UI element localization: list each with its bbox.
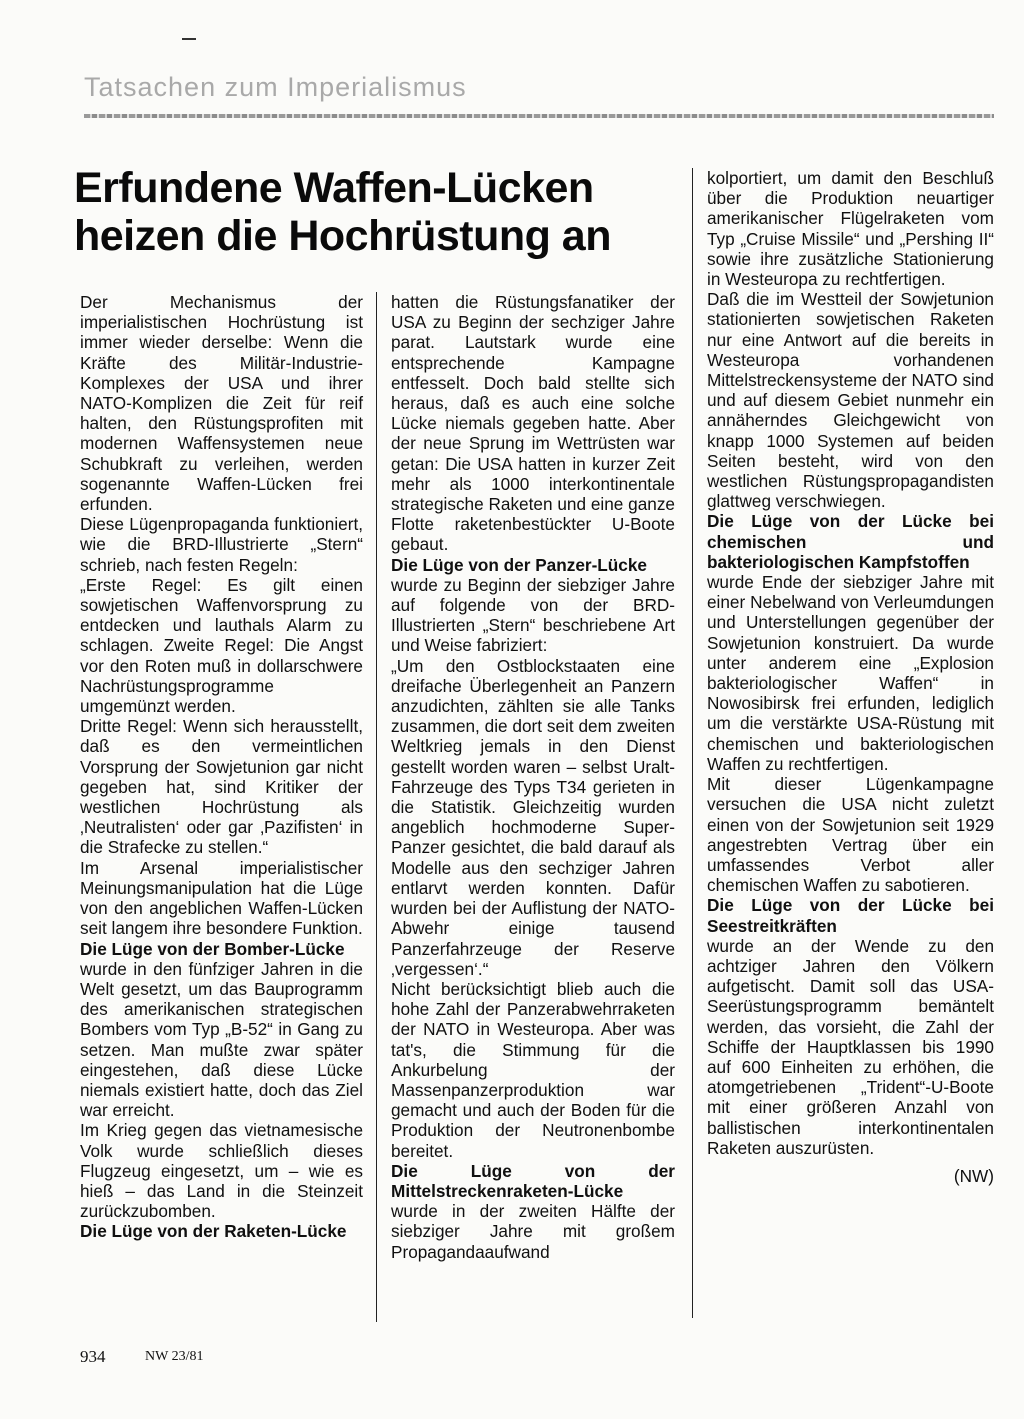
subheading: Die Lüge von der Lücke bei Seestreitkräften xyxy=(707,895,994,936)
quote-paragraph: Dritte Regel: Wenn sich herausstellt, daß es den vermeintlichen Vorsprung der Sowjetunion gar nicht gegeben hat, sind Kritiker der westlichen Hochrüstung als ‚Neutralisten‘ oder gar ‚Pazifisten‘ in die Strafecke zu stellen.“ xyxy=(80,716,363,858)
paragraph: kolportiert, um damit den Beschluß über die Produktion neuartiger amerikanischer Flügelraketen vom Typ „Cruise Missile“ und „Pershing II“ sowie ihre zusätzliche Stationierung in Westeuropa zu rechtfertigen. xyxy=(707,168,994,290)
paragraph: Im Krieg gegen das vietnamesische Volk wurde schließlich dieses Flugzeug eingesetzt, um – wie es hieß – das Land in die Steinzeit zurückzubomben. xyxy=(80,1120,363,1222)
subheading: Die Lüge von der Mittelstreckenraketen-Lücke xyxy=(391,1160,675,1201)
paragraph: Diese Lügenpropaganda funktioniert, wie die BRD-Illustrierte „Stern“ schrieb, nach festen Regeln: xyxy=(80,514,363,575)
column-divider-right xyxy=(692,168,693,1318)
paragraph: wurde zu Beginn der siebziger Jahre auf folgende von der BRD-Illustrierten „Stern“ beschriebene Art und Weise fabriziert: xyxy=(391,574,675,656)
paragraph: wurde Ende der siebziger Jahre mit einer Nebelwand von Verleumdungen und Unterstellungen gegenüber der Sowjetunion konstruiert. Da wurde unter anderem eine „Explosion bakteriologischer Waffen“ in Nowosibirsk frei erfunden, lediglich um die verstärkte USA-Rüstung mit chemischen und bakteriologischen Waffen zu rechtfertigen. xyxy=(707,572,994,774)
subheading: Die Lüge von der Lücke bei chemischen und bakteriologischen Kampfstoffen xyxy=(707,511,994,572)
headline-line-1: Erfundene Waffen-Lücken xyxy=(74,164,594,212)
article-column-3 xyxy=(707,168,994,1186)
quote-paragraph: „Um den Ostblockstaaten eine dreifache Überlegenheit an Panzern anzudichten, zählten sie alle Tanks zusammen, die dort seit dem zweiten Weltkrieg jemals in den Dienst gestellt worden waren – selbst Uralt-Fahrzeuge des Typs T34 gerieten in die Statistik. Gleichzeitig wurden angeblich hochmoderne Super-Panzer gesichtet, die bald darauf als Modelle aus den sechziger Jahren entlarvt werden konnten. Dafür wurden bei der Auflistung der NATO-Abwehr einige tausend Panzerfahrzeuge der Reserve ‚vergessen‘.“ xyxy=(391,655,675,979)
paragraph: wurde in der zweiten Hälfte der siebziger Jahre mit großem Propagandaaufwand xyxy=(391,1201,675,1262)
section-kicker: Tatsachen zum Imperialismus xyxy=(84,72,467,102)
subheading: Die Lüge von der Bomber-Lücke xyxy=(80,938,345,959)
article-headline xyxy=(74,164,694,260)
paragraph: Daß die im Westteil der Sowjetunion stationierten sowjetischen Raketen nur eine Antwort auf die bereits in Westeuropa vorhandenen Mittelstreckensysteme der NATO sind und auf diesem Gebiet nunmehr ein annäherndes Gleichgewicht von knapp 1000 Systemen auf beiden Seiten besteht, wird von den westlichen Rüstungspropagandisten glattweg verschwiegen. xyxy=(707,289,994,512)
article-column-2 xyxy=(391,292,675,1262)
paragraph: Der Mechanismus der imperialistischen Hochrüstung ist immer wieder derselbe: Wenn die Kräfte des Militär-Industrie-Komplexes der USA und ihrer NATO-Komplizen die Zeit für reif halten, den Rüstungsprofiten mit modernen Waffensystemen neue Schubkraft zu verleihen, werden sogenannte Waffen-Lücken frei erfunden. xyxy=(80,292,363,515)
headline-line-2: heizen die Hochrüstung an xyxy=(74,212,611,260)
page-number: 934 xyxy=(80,1347,106,1366)
scan-mark xyxy=(182,38,196,40)
paragraph: wurde an der Wende zu den achtziger Jahren den Völkern aufgetischt. Damit soll das USA-Seerüstungsprogramm bemäntelt werden, das vorsieht, die Zahl der Schiffe der Hauptklassen bis 1990 auf 600 Einheiten zu erhöhen, die atomgetriebenen „Trident“-U-Boote mit einer größeren Anzahl von ballistischen interkontinentalen Raketen auszurüsten. xyxy=(707,935,994,1158)
subheading: Die Lüge von der Panzer-Lücke xyxy=(391,554,647,575)
paragraph: wurde in den fünfziger Jahren in die Welt gesetzt, um das Bauprogramm des amerikanischen strategischen Bombers vom Typ „B-52“ in Gang zu setzen. Man mußte zwar später eingestehen, daß diese Lücke niemals existiert hatte, doch das Ziel war erreicht. xyxy=(80,958,363,1121)
paragraph: Nicht berücksichtigt blieb auch die hohe Zahl der Panzerabwehrraketen der NATO in Westeuropa. Aber was tat's, die Stimmung für die Ankurbelung der Massenpanzerproduktion war gemacht und auch der Boden für die Produktion der Neutronenbombe bereitet. xyxy=(391,978,675,1161)
subheading: Die Lüge von der Raketen-Lücke xyxy=(80,1221,347,1242)
paragraph: Mit dieser Lügenkampagne versuchen die USA nicht zuletzt einen von der Sowjetunion seit 1929 angestrebten Vertrag über ein umfassendes Verbot aller chemischen Waffen zu sabotieren. xyxy=(707,774,994,896)
paragraph: hatten die Rüstungsfanatiker der USA zu Beginn der sechziger Jahre parat. Lautstark wurde eine entsprechende Kampagne entfesselt. Doch bald stellte sich heraus, daß es auch eine solche Lücke niemals gegeben hatte. Aber der neue Sprung im Wettrüsten war getan: Die USA hatten in kurzer Zeit mehr als 1000 interkontinentale strategische Raketen und eine ganze Flotte raketenbestückter U-Boote gebaut. xyxy=(391,292,675,555)
author-signature: (NW) xyxy=(953,1165,994,1186)
kicker-rule xyxy=(84,114,994,118)
article-column-1 xyxy=(80,292,363,1242)
paragraph: Im Arsenal imperialistischer Meinungsmanipulation hat die Lüge von den angeblichen Waffen-Lücken seit langem ihre besondere Funktion. xyxy=(80,857,363,939)
issue-label: NW 23/81 xyxy=(145,1349,204,1364)
quote-paragraph: „Erste Regel: Es gilt einen sowjetischen Waffenvorsprung zu entdecken und lauthals Alarm zu schlagen. Zweite Regel: Die Angst vor den Roten muß in dollarschwere Nachrüstungsprogramme umgemünzt werden. xyxy=(80,574,363,717)
column-divider-left xyxy=(376,292,377,1322)
